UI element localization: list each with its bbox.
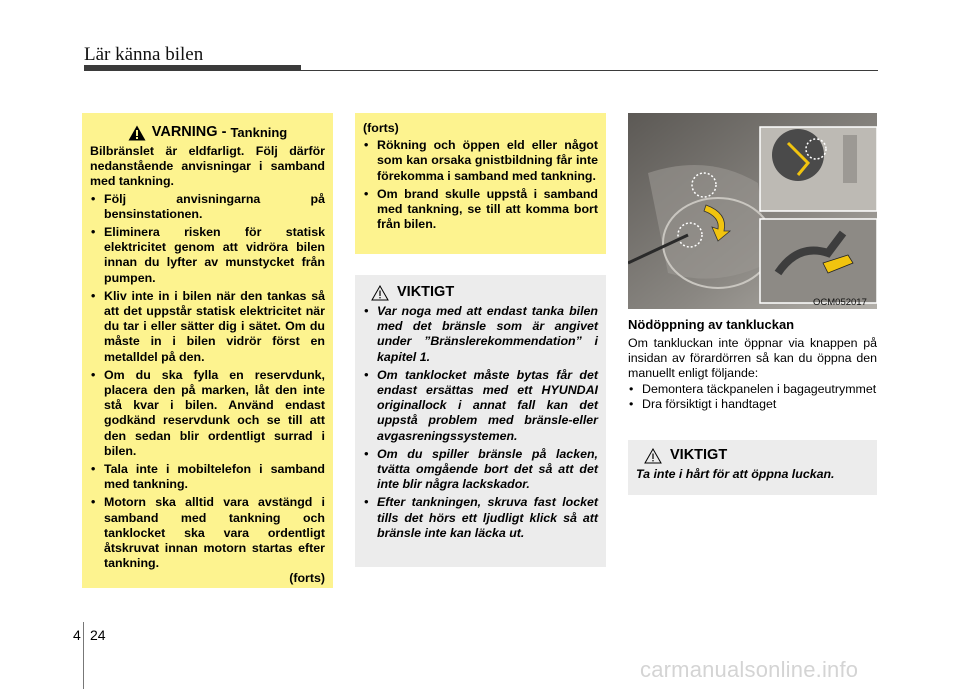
warning-title-sub: Tankning <box>230 125 288 141</box>
chapter-number: 4 <box>73 627 81 643</box>
list-item: • Om du spiller bränsle på lacken, tvätta omgående bort det så att det inte blir några lackskador. <box>363 447 598 493</box>
important-title <box>371 285 598 301</box>
list-item: • Var noga med att endast tanka bilen med det bränsle som är angivet under ”Bränslerekommendation” i kapitel 1. <box>363 304 598 365</box>
list-item: • Rökning och öppen eld eller något som kan orsaka gnistbildning får inte förekomma i samband med tankning. <box>363 138 598 184</box>
important-list <box>363 304 598 541</box>
important-box-2 <box>628 440 877 495</box>
figure-code: OCM052017 <box>813 297 867 308</box>
fuel-door-illustration <box>628 113 877 309</box>
important-title-2-text: VIKTIGT <box>670 447 728 464</box>
list-item: • Om tanklocket måste bytas får det endast ersättas med ett HYUNDAI originallock i annat fall kan det uppstå problem med bränsle-eller avgasreningssystemen. <box>363 368 598 444</box>
warning-list <box>90 192 325 572</box>
list-item: • Dra försiktigt i handtaget <box>628 397 877 412</box>
header-rule <box>84 70 878 71</box>
warning-continued-box <box>355 113 606 254</box>
page-header-title: Lär känna bilen <box>84 44 204 65</box>
warning-triangle-icon <box>128 125 146 141</box>
list-item: • Tala inte i mobiltelefon i samband med tankning. <box>90 462 325 492</box>
watermark: carmanualsonline.info <box>640 657 859 682</box>
section-body <box>628 336 877 412</box>
continued-top-label: (forts) <box>363 121 399 135</box>
important-box <box>355 275 606 567</box>
caution-triangle-icon <box>644 448 662 464</box>
list-item: • Efter tankningen, skruva fast locket tills det hörs ett ljudligt klick så att bränsle inte kan läcka ut. <box>363 495 598 541</box>
continued-label: (forts) <box>289 571 325 586</box>
warning-title <box>90 125 325 141</box>
caution-triangle-icon <box>371 285 389 301</box>
list-item: • Demontera täckpanelen i bagageutrymmet <box>628 382 877 397</box>
footer-divider <box>83 622 84 689</box>
list-item: • Motorn ska alltid vara avstängd i samband med tankning och tanklocket ska vara ordentligt åtskruvat innan motorn startas efter tankning. <box>90 495 325 571</box>
list-item: • Kliv inte in i bilen när den tankas så att det uppstår statisk elektricitet när du tar i eller sätter dig i sätet. Om du måste in i bilen vidrör först en metalldel på den. <box>90 289 325 365</box>
list-item: • Eliminera risken för statisk elektricitet genom att vidröra bilen innan du lyfter av munstycket från pumpen. <box>90 225 325 286</box>
page-number: 24 <box>90 627 106 643</box>
continued-list <box>363 138 598 232</box>
warning-box <box>82 113 333 588</box>
list-item: • Följ anvisningarna på bensinstationen. <box>90 192 325 222</box>
important-text-2: Ta inte i hårt för att öppna luckan. <box>636 467 835 481</box>
section-paragraph: Om tankluckan inte öppnar via knappen på insidan av förardörren så kan du öppna den manuellt enligt följande: <box>628 336 877 381</box>
important-title-text: VIKTIGT <box>397 284 455 301</box>
list-item: • Om brand skulle uppstå i samband med tankning, se till att komma bort från bilen. <box>363 187 598 233</box>
section-title: Nödöppning av tankluckan <box>628 317 795 332</box>
section-list <box>628 382 877 412</box>
warning-title-main: VARNING - <box>151 124 231 141</box>
fuel-door-photo <box>628 113 877 309</box>
list-item: • Om du ska fylla en reservdunk, placera den på marken, låt den inte stå kvar i bilen. Använd endast godkänd reservdunk och se till att den sedan blir ordentligt surrad i bilen. <box>90 368 325 459</box>
important-title-2 <box>644 448 869 464</box>
warning-intro: Bilbränslet är eldfarligt. Följ därför nedanstående anvisningar i samband med tankning. <box>90 144 325 189</box>
